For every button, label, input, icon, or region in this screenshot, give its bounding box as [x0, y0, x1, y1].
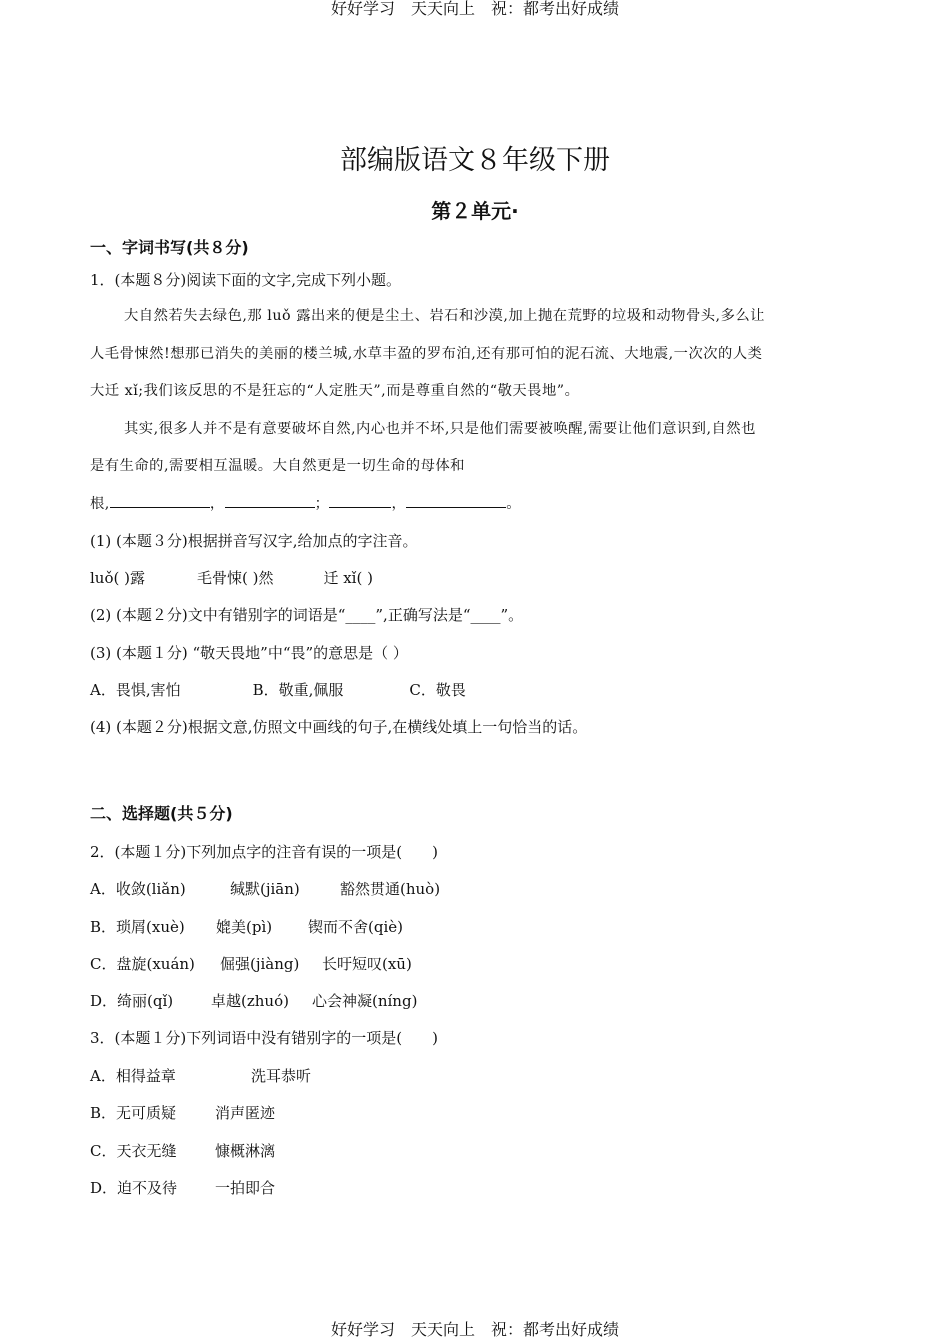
option-c: C．敬畏	[409, 681, 466, 699]
question-2-option-a	[90, 878, 440, 900]
question-3-option-a	[90, 1065, 311, 1087]
q2-b-word-1: B．琐屑(xuè)	[90, 918, 185, 936]
q2-a-word-2: 缄默(jiān)	[230, 880, 300, 898]
answer-blank-4	[406, 493, 506, 508]
question-3-option-d	[90, 1177, 275, 1199]
pinyin-item-2: 毛骨悚( )然	[196, 569, 274, 587]
blank-line-start: 根,	[90, 496, 110, 512]
passage-line-1: 大自然若失去绿色,那 luǒ 露出来的便是尘土、岩石和沙漠,加上抛在荒野的垃圾和动物骨头,多么让	[124, 308, 765, 324]
q2-c-word-3: 长吁短叹(xū)	[322, 955, 412, 973]
passage-line-2: 人毛骨悚然!想那已消失的美丽的楼兰城,水草丰盈的罗布泊,还有那可怕的泥石流、大地震,一次次的人类	[90, 346, 763, 362]
fill-in-blank-line	[90, 493, 521, 515]
question-3-stem: 3．(本题１分)下列词语中没有错别字的一项是( )	[90, 1029, 438, 1047]
blank-sep-1: ，	[209, 496, 225, 512]
passage-line-5: 是有生命的,需要相互温暖。大自然更是一切生命的母体和	[90, 458, 465, 474]
passage-line-4: 其实,很多人并不是有意要破坏自然,内心也并不坏,只是他们需要被唤醒,需要让他们意识到,自然也	[124, 421, 756, 437]
answer-blank-3	[329, 493, 391, 508]
q3-b-word-1: B．无可质疑	[90, 1104, 177, 1122]
passage-line-3: 大迁 xǐ;我们该反思的不是狂忘的“人定胜天”,而是尊重自然的“敬天畏地”。	[90, 383, 580, 399]
option-a: A．畏惧,害怕	[90, 681, 181, 699]
page-footer: 好好学习 天天向上 祝：都考出好成绩	[330, 1320, 619, 1339]
q2-b-word-2: 媲美(pì)	[216, 918, 273, 936]
q2-a-word-3: 豁然贯通(huò)	[340, 880, 441, 898]
q3-a-word-2: 洗耳恭听	[251, 1067, 312, 1085]
option-b: B．敬重,佩服	[252, 681, 344, 699]
question-3-option-c	[90, 1140, 275, 1162]
unit-subtitle: 第２单元·	[431, 199, 519, 223]
page-title: 部编版语文８年级下册	[340, 145, 610, 176]
q2-a-word-1: A．收敛(liǎn)	[90, 880, 186, 898]
pinyin-item-1: luǒ( )露	[90, 569, 145, 587]
q3-a-word-1: A．相得益章	[90, 1067, 176, 1085]
q3-d-word-2: 一拍即合	[215, 1179, 276, 1197]
q2-b-word-3: 锲而不舍(qiè)	[308, 918, 403, 936]
q2-c-word-1: C．盘旋(xuán)	[90, 955, 195, 973]
q3-c-word-2: 慷概淋漓	[215, 1142, 276, 1160]
question-2-stem: 2．(本题１分)下列加点字的注音有误的一项是( )	[90, 843, 438, 861]
q3-d-word-1: D．迫不及待	[90, 1179, 178, 1197]
blank-line-end: 。	[506, 496, 522, 512]
answer-blank-1	[110, 493, 210, 508]
question-3-option-b	[90, 1102, 275, 1124]
question-2-option-c	[90, 953, 412, 975]
q2-d-word-1: D．绮丽(qǐ)	[90, 992, 174, 1010]
answer-blank-2	[225, 493, 315, 508]
q3-c-word-1: C．天衣无缝	[90, 1142, 177, 1160]
blank-sep-3: ，	[391, 496, 407, 512]
subquestion-4: (4) (本题２分)根据文意,仿照文中画线的句子,在横线处填上一句恰当的话。	[90, 718, 588, 736]
subquestion-3-options	[90, 679, 466, 701]
question-2-option-d	[90, 990, 417, 1012]
question-1-stem: 1．(本题８分)阅读下面的文字,完成下列小题。	[90, 271, 402, 289]
question-2-option-b	[90, 916, 403, 938]
q2-c-word-2: 倔强(jiàng)	[220, 955, 300, 973]
subquestion-2: (2) (本题２分)文中有错别字的词语是“____”,正确写法是“____”。	[90, 606, 524, 624]
subquestion-1-items	[90, 567, 373, 589]
q3-b-word-2: 消声匿迹	[215, 1104, 276, 1122]
pinyin-item-3: 迁 xǐ( )	[323, 569, 373, 587]
blank-sep-2: ；	[314, 496, 330, 512]
subquestion-1: (1) (本题３分)根据拼音写汉字,给加点的字注音。	[90, 532, 418, 550]
subquestion-3: (3) (本题１分) “敬天畏地”中“畏”的意思是（ ）	[90, 644, 408, 662]
section-heading-2: 二、选择题(共５分)	[90, 804, 233, 823]
q2-d-word-3: 心会神凝(níng)	[312, 992, 418, 1010]
q2-d-word-2: 卓越(zhuó)	[211, 992, 289, 1010]
page-header: 好好学习 天天向上 祝：都考出好成绩	[330, 0, 619, 18]
section-heading-1: 一、字词书写(共８分)	[90, 238, 249, 257]
